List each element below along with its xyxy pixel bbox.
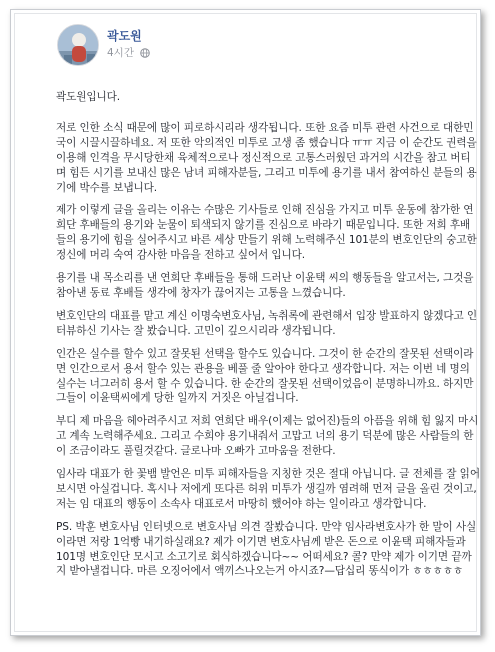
post-body — [56, 90, 480, 587]
avatar[interactable] — [57, 24, 99, 66]
post-meta — [107, 45, 150, 60]
paragraph: 제가 이렇게 글을 올리는 이유는 수많은 기사들로 인해 진심을 가지고 미투 운동에 참가한 연희단 후배들의 용기와 눈물이 퇴색되지 않기를 진심으로 바라기 때문입니다. 또한 저희 후배들의 용기에 힘을 실어주시고 바른 세상 만들기 위해 노력해주신 101분의 변호인단의 숭고한 정신에 머리 숙여 감사한 마음을 전하고 싶어서 입니다. — [56, 204, 477, 262]
paragraph: 용기를 내 목소리를 낸 연희단 후배들을 통해 드러난 이윤택 씨의 행동들을 알고서는, 그것을 참아낸 동료 후배들 생각에 창자가 끊어지는 고통을 느꼈습니다. — [56, 272, 474, 299]
profile-photo-icon — [58, 25, 99, 66]
paragraph: 변호인단의 대표를 맡고 계신 이명숙변호사님, 녹취록에 관련해서 입장 발표하지 않겠다고 인터뷰하신 기사는 잘 봤습니다. 고민이 깊으시리라 생각됩니다. — [56, 309, 478, 337]
paragraph: 부디 제 마음을 헤아려주시고 저희 연희단 배우(이제는 없어진)들의 아픔을 위해 힘 잃지 마시고 계속 노력해주세요. 그리고 수희야 용기내줘서 고맙고 너의 용기 덕분에 많은 사람들의 한이 조금이라도 풀릴것같다. 글로나마 오빠가 고마움을 전한다. — [56, 415, 479, 458]
globe-icon — [140, 48, 150, 58]
paragraph-greeting: 곽도원입니다. — [56, 91, 121, 103]
post-time[interactable]: 4시간 — [107, 47, 134, 59]
author-name[interactable]: 곽도원 — [107, 29, 142, 43]
paragraph: 임사라 대표가 한 꽃뱀 발언은 미투 피해자들을 지칭한 것은 절대 아닙니다. 글 전체를 잘 읽어보시면 아실겁니다. 혹시나 저에게 또다른 허위 미투가 생길까 염려해 먼저 글을 올린 것이고, 저는 임 대표의 행동이 소속사 대표로서 마땅히 했어야 하는 일이라고 생각합니다. — [56, 468, 480, 510]
post-card — [10, 9, 481, 636]
paragraph: 저로 인한 소식 때문에 많이 피로하시리라 생각됩니다. 또한 요즘 미투 관련 사건으로 대한민국이 시끌시끌하네요. 저 또한 악의적인 미투로 고생 좀 했습니다 ㅠㅠ 지금 이 순간도 권력을 이용해 인격을 무시당한채 육체적으로나 정신적으로 고통스러웠던 과거의 시간을 참고 버티며 힘든 시기를 보내신 많은 남녀 피해자분들, 그리고 미투에 용기를 내서 참여하신 분들의 용기에 박수를 보냅니다. — [56, 121, 477, 194]
paragraph: 인간은 실수를 할수 있고 잘못된 선택을 할수도 있습니다. 그것이 한 순간의 잘못된 선택이라면 인간으로서 용서 할수 있는 관용을 베풀 줄 알아야 한다고 생각합니다. 저는 이번 네 명의 실수는 너그러히 용서 할 수 있습니다. 한 순간의 잘못된 선택이었음이 분명하니까요. 하지만 그들이 이윤택씨에게 당한 일까지 거짓은 아닐겁니다. — [56, 347, 474, 405]
paragraph-ps: PS. 박훈 변호사님 인터넷으로 변호사님 의견 잘봤습니다. 만약 임사라변호사가 한 말이 사실이라면 저랑 1억빵 내기하실래요? 제가 이기면 변호사님께 받은 돈으로 이윤택 피해자들과 101명 변호인단 모시고 소고기로 회식하겠습니다~~ 어떠세요? 콜? 만약 제가 이기면 끝까지 받아낼겁니다. 마른 오징어에서 액끼스나오는거 아시죠?—답십리 똥식이가 ㅎㅎㅎㅎㅎ — [56, 520, 477, 578]
